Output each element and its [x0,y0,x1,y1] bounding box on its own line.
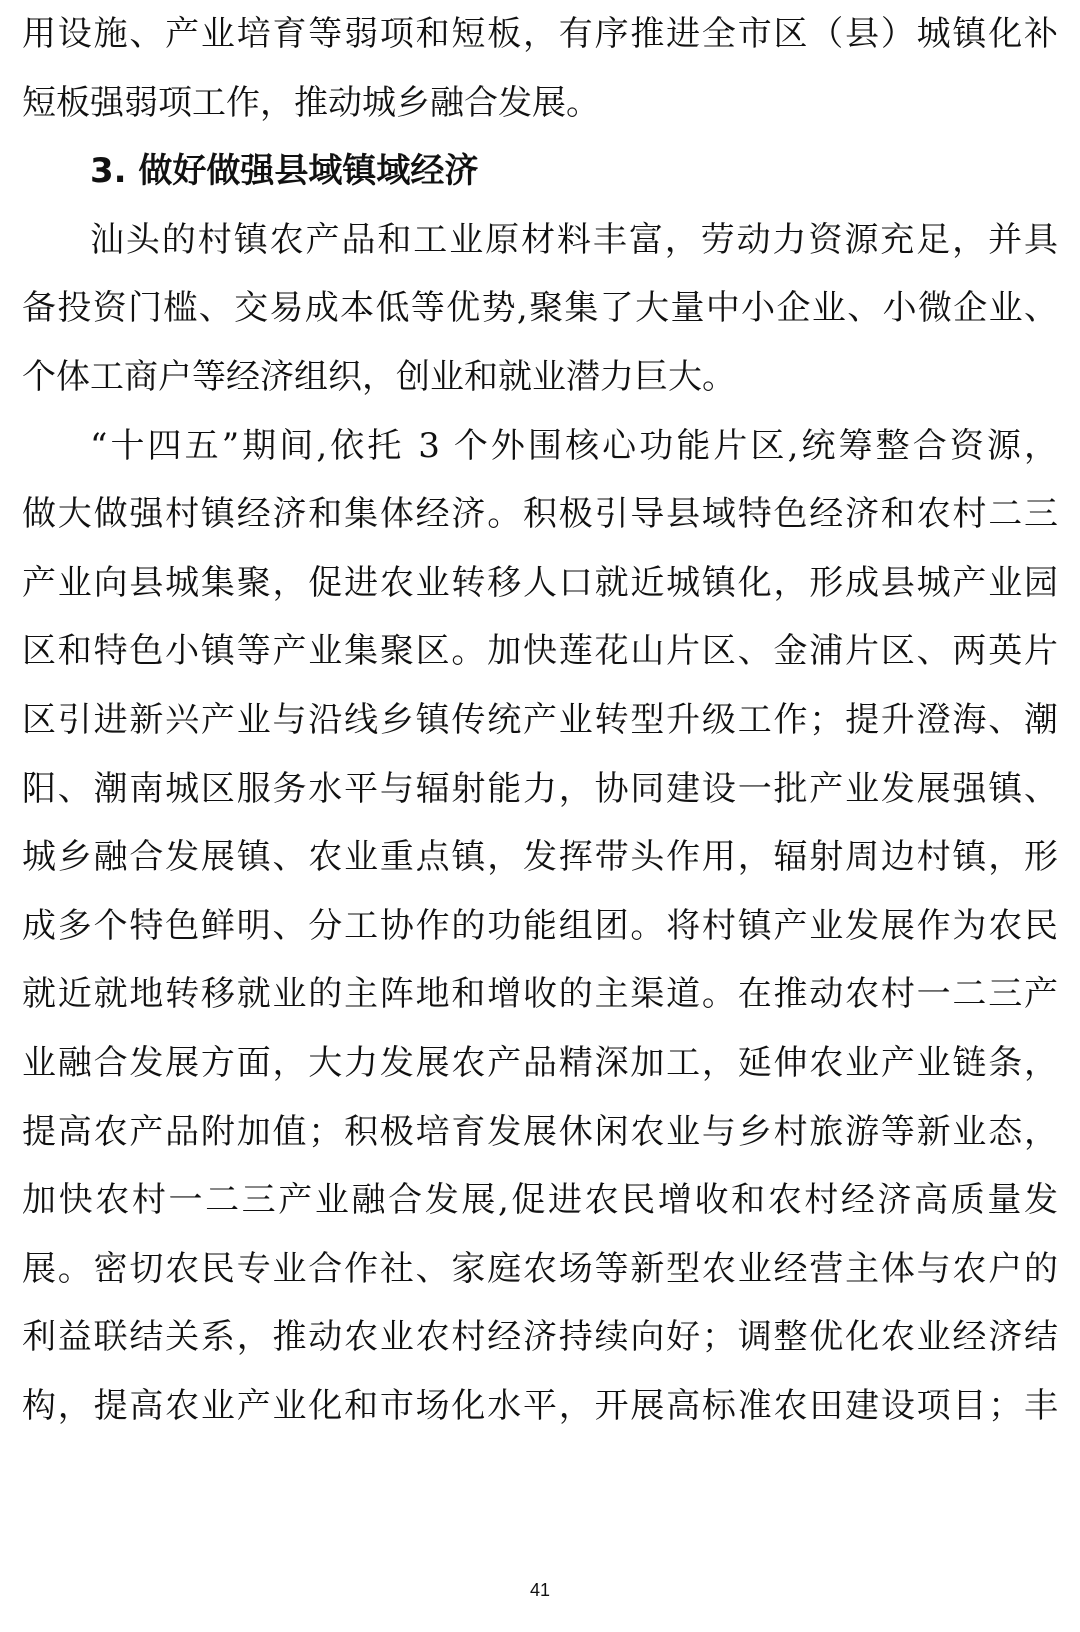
text-line: 短板强弱项工作，推动城乡融合发展。 [22,82,600,123]
text-line: 成多个特色鲜明、分工协作的功能组团。将村镇产业发展作为农民 [22,905,1058,946]
text-line: 就近就地转移就业的主阵地和增收的主渠道。在推动农村一二三产 [22,974,1058,1015]
text-line: “十四五”期间,依托 3 个外围核心功能片区,统筹整合资源， [90,425,1058,466]
text-line: 做大做强村镇经济和集体经济。积极引导县域特色经济和农村二三 [22,494,1058,535]
section-heading: 3. 做好做强县域镇域经济 [90,151,479,192]
text-line: 用设施、产业培育等弱项和短板，有序推进全市区（县）城镇化补 [22,14,1058,54]
text-line: 利益联结关系，推动农业农村经济持续向好；调整优化农业经济结 [22,1317,1058,1358]
text-line: 提高农产品附加值；积极培育发展休闲农业与乡村旅游等新业态， [22,1111,1058,1152]
text-line: 城乡融合发展镇、农业重点镇，发挥带头作用，辐射周边村镇，形 [22,837,1058,878]
text-line: 备投资门槛、交易成本低等优势,聚集了大量中小企业、小微企业、 [22,288,1058,329]
text-line: 汕头的村镇农产品和工业原材料丰富，劳动力资源充足，并具 [90,219,1058,260]
page-number: 41 [529,1580,551,1600]
text-line: 构，提高农业产业化和市场化水平，开展高标准农田建设项目；丰 [22,1385,1058,1426]
text-line: 阳、潮南城区服务水平与辐射能力，协同建设一批产业发展强镇、 [22,768,1058,809]
document-body [22,0,1058,1440]
text-line: 业融合发展方面，大力发展农产品精深加工，延伸农业产业链条， [22,1042,1058,1083]
text-line: 区和特色小镇等产业集聚区。加快莲花山片区、金浦片区、两英片 [22,631,1058,672]
text-line: 展。密切农民专业合作社、家庭农场等新型农业经营主体与农户的 [22,1248,1058,1289]
text-line: 产业向县城集聚，促进农业转移人口就近城镇化，形成县城产业园 [22,562,1058,603]
text-line: 区引进新兴产业与沿线乡镇传统产业转型升级工作；提升澄海、潮 [22,699,1058,740]
text-line: 个体工商户等经济组织，创业和就业潜力巨大。 [22,356,736,397]
text-line: 加快农村一二三产业融合发展,促进农民增收和农村经济高质量发 [22,1180,1058,1221]
